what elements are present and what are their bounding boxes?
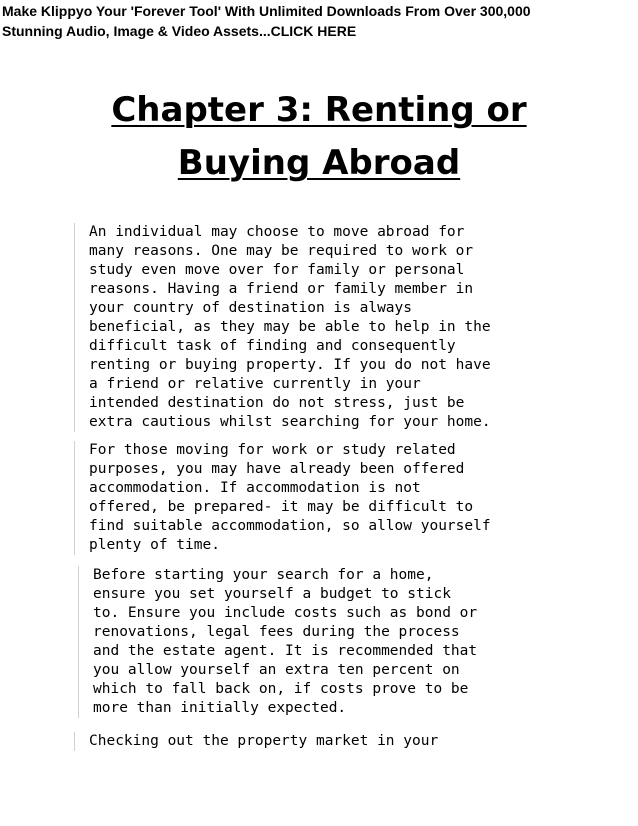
text-line: study even move over for family or personal	[89, 262, 465, 278]
promo-banner-link[interactable]	[2, 1, 636, 41]
chapter-title-line-2	[0, 135, 638, 191]
text-line: which to fall back on, if costs prove to be	[93, 681, 469, 697]
text-line: and the estate agent. It is recommended that	[93, 643, 478, 659]
promo-banner-line-1: Make Klippyo Your 'Forever Tool' With Unlimited Downloads From Over 300,000	[2, 3, 531, 19]
text-line: Checking out the property market in your	[89, 733, 439, 749]
promo-banner-line-2: Stunning Audio, Image & Video Assets...CLICK HERE	[2, 23, 357, 39]
paragraph-3	[78, 566, 477, 718]
text-line: An individual may choose to move abroad for	[89, 224, 465, 240]
text-line: offered, be prepared- it may be difficult to	[89, 499, 474, 515]
paragraph-2	[74, 441, 491, 555]
text-line: difficult task of finding and consequently	[89, 338, 456, 354]
chapter-title-text-1: Chapter 3: Renting or	[111, 90, 527, 130]
text-line: reasons. Having a friend or family member in	[89, 281, 474, 297]
paragraph-1	[74, 223, 491, 432]
text-line: purposes, you may have already been offered	[89, 461, 465, 477]
text-line: your country of destination is always	[89, 300, 413, 316]
text-line: beneficial, as they may be able to help in the	[89, 319, 491, 335]
text-line: many reasons. One may be required to work or	[89, 243, 474, 259]
text-line: more than initially expected.	[93, 700, 347, 716]
text-line: renting or buying property. If you do not have	[89, 357, 491, 373]
text-line: intended destination do not stress, just be	[89, 395, 465, 411]
text-line: extra cautious whilst searching for your home.	[89, 414, 491, 430]
text-line: For those moving for work or study related	[89, 442, 456, 458]
text-line: Before starting your search for a home,	[93, 567, 434, 583]
text-line: plenty of time.	[89, 537, 220, 553]
text-line: a friend or relative currently in your	[89, 376, 421, 392]
text-line: find suitable accommodation, so allow yourself	[89, 518, 491, 534]
chapter-title-line-1	[0, 82, 638, 138]
text-line: ensure you set yourself a budget to stick	[93, 586, 451, 602]
chapter-title-text-2: Buying Abroad	[177, 143, 461, 183]
paragraph-4	[74, 732, 438, 751]
text-line: you allow yourself an extra ten percent on	[93, 662, 460, 678]
text-line: to. Ensure you include costs such as bond or	[93, 605, 478, 621]
text-line: renovations, legal fees during the process	[93, 624, 460, 640]
text-line: accommodation. If accommodation is not	[89, 480, 421, 496]
